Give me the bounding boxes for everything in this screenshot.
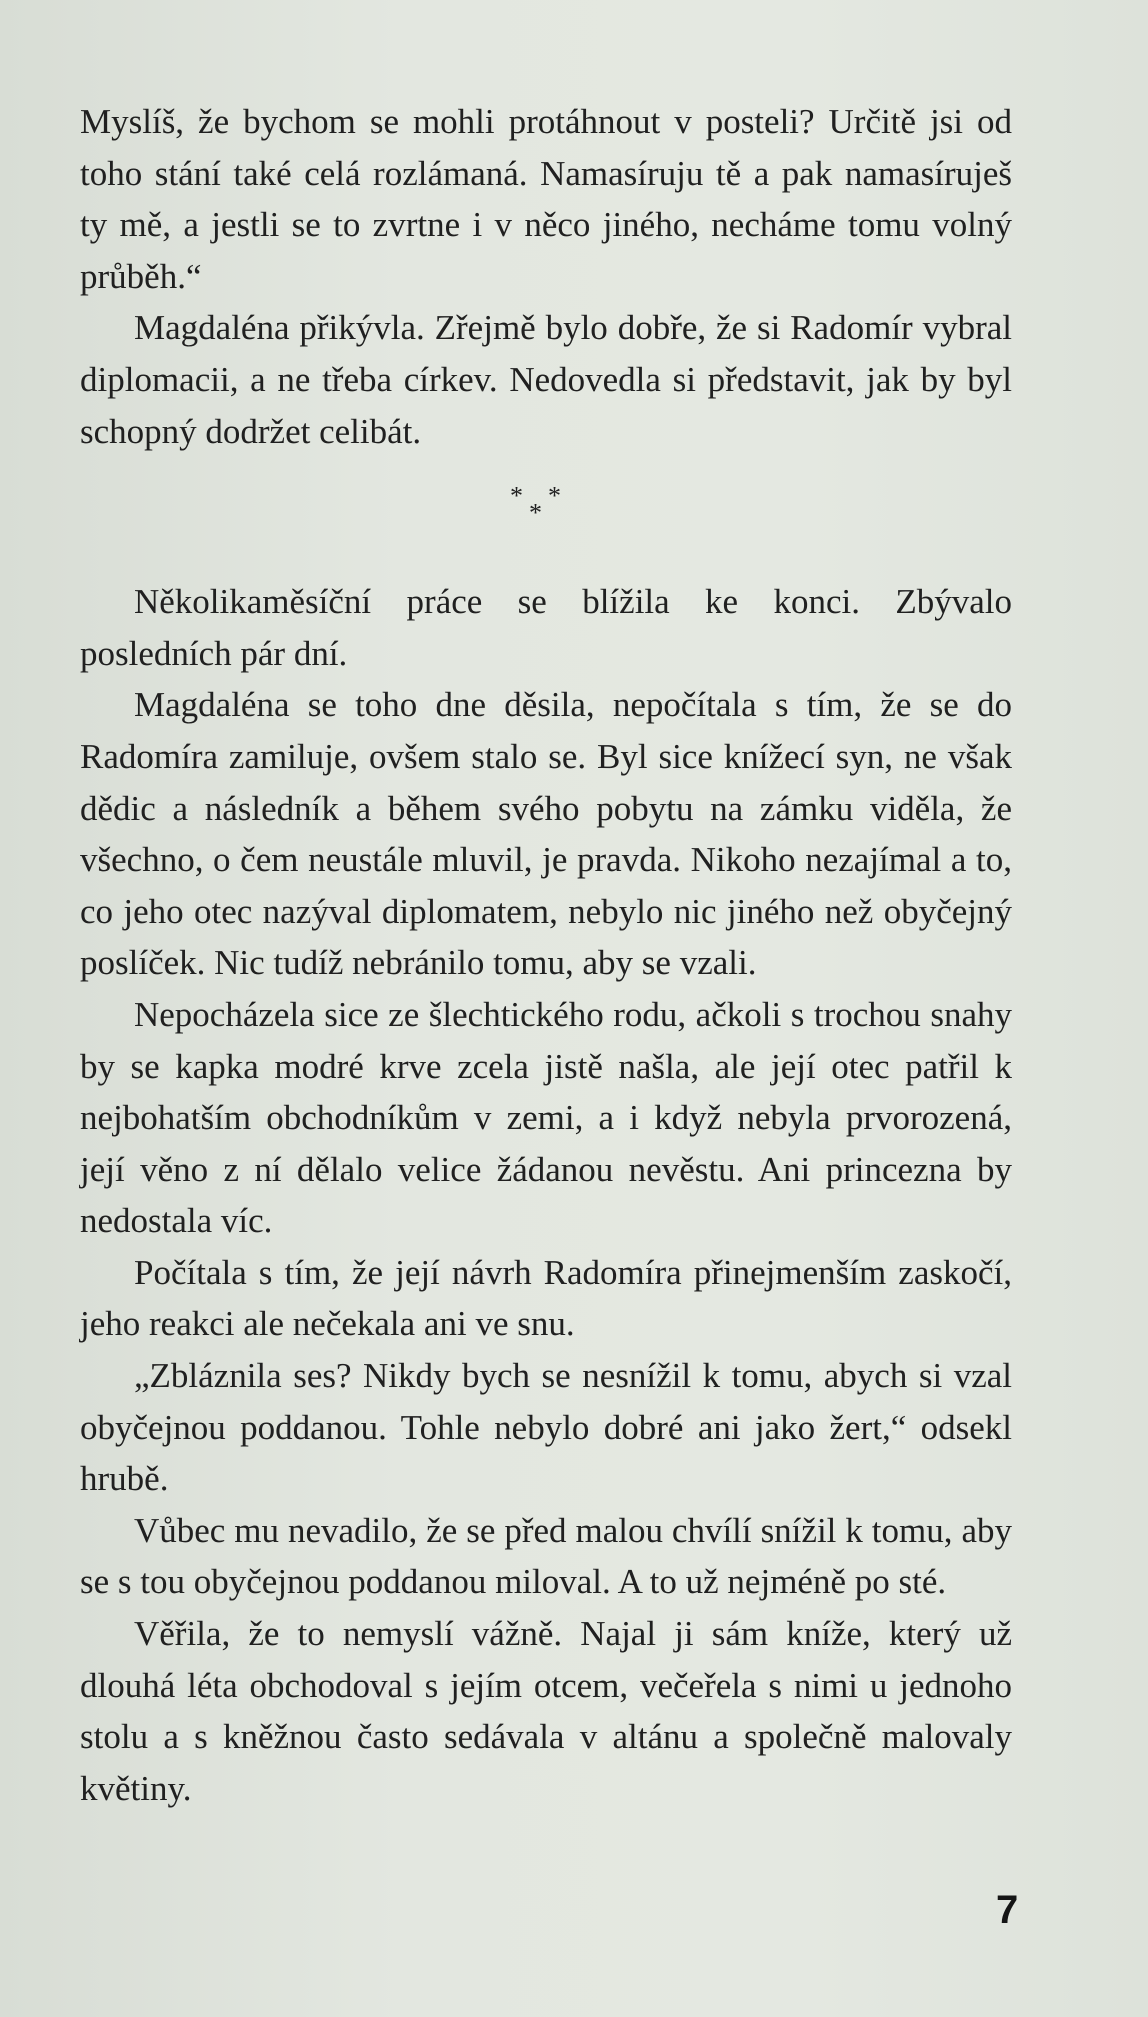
paragraph: Nepocházela sice ze šlechtického rodu, ačkoli s trochou snahy by se kapka modré krve zcela jistě našla, ale její otec patřil k nejbohatším obchodníkům v zemi, a i když nebyla prvorozená, její věno z ní dělalo velice žádanou nevěstu. Ani princezna by nedostala víc. [80,994,1012,1241]
paragraph: Vůbec mu nevadilo, že se před malou chvílí snížil k tomu, aby se s tou obyčejnou poddanou miloval. A to už nejméně po sté. [80,1510,1012,1602]
asterism-star: * [548,481,561,511]
paragraph: „Zbláznila ses? Nikdy bych se nesnížil k tomu, abych si vzal obyčejnou poddanou. Tohle nebylo dobré ani jako žert,“ odsekl hrubě. [80,1356,1012,1499]
body-text [80,96,1012,1814]
paragraph: Několikaměsíční práce se blížila ke konci. Zbývalo posledních pár dní. [80,582,1012,673]
paragraph: Počítala s tím, že její návrh Radomíra přinejmenším zaskočí, jeho reakci ale nečekala ani ve snu. [80,1252,1012,1344]
page-number: 7 [996,1888,1019,1932]
paragraph: Myslíš, že bychom se mohli protáhnout v posteli? Určitě jsi od toho stání také celá rozlámaná. Namasíruju tě a pak namasíruješ ty mě, a jestli se to zvrtne i v něco jiného, necháme tomu volný průběh.“ [80,102,1012,296]
asterism-star: * [510,481,523,511]
section-break-asterism [80,457,1012,576]
paragraph: Magdaléna se toho dne děsila, nepočítala s tím, že se do Radomíra zamiluje, ovšem stalo se. Byl sice knížecí syn, ne však dědic a následník a během svého pobytu na zámku viděla, že všechno, o čem neustále mluvil, je pravda. Nikoho nezajímal a to, co jeho otec nazýval diplomatem, nebylo nic jiného než obyčejný poslíček. Nic tudíž nebránilo tomu, aby se vzali. [80,685,1012,983]
asterism-star: * [529,498,542,528]
paragraph: Magdaléna přikývla. Zřejmě bylo dobře, že si Radomír vybral diplomacii, a ne třeba církev. Nedovedla si představit, jak by byl schopný dodržet celibát. [80,308,1012,451]
paragraph: Věřila, že to nemyslí vážně. Najal ji sám kníže, který už dlouhá léta obchodoval s jejím otcem, večeřela s nimi u jednoho stolu a s kněžnou často sedávala v altánu a společně malovaly květiny. [80,1614,1012,1808]
